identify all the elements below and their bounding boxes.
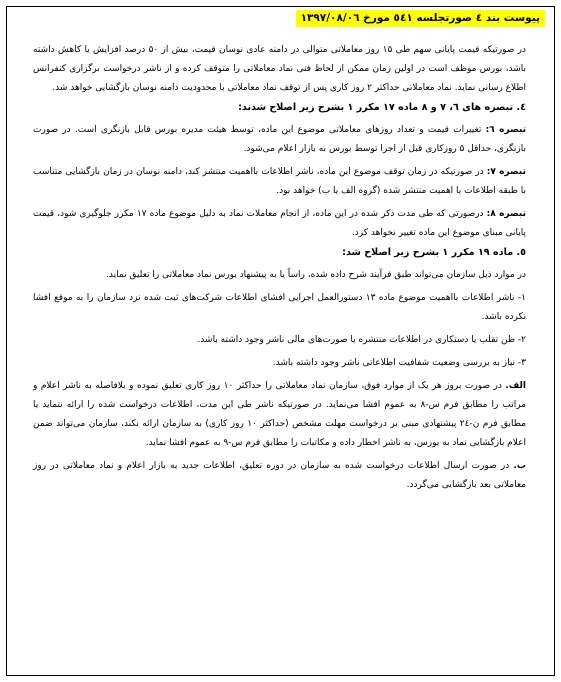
- attachment-header-tag: پیوست بند ٤ صورتجلسه ٥٤١ مورخ ١٣٩٧/٠٨/٠٦: [296, 10, 545, 27]
- note-7-text: در صورتیکه در زمان توقف موضوع این ماده، ناشر اطلاعات بااهمیت منتشر کند، دامنه نوسان در زمان بازگشایی متناسب با طبقه اطلاعات با اهمیت منتشر شده (گروه الف یا ب) خواهد بود.: [33, 167, 526, 196]
- clause-be-label: ب.: [513, 461, 526, 471]
- clause-be-text: در صورت ارسال اطلاعات درخواست شده به سازمان در دوره تعلیق، اطلاعات جدید به بازار اعلام و نماد معاملاتی در روز معاملاتی بعد بازگشایی می‌گردد.: [33, 461, 526, 490]
- note-6-paragraph: [33, 121, 526, 159]
- section-5-heading: ٥. ماده ١٩ مکرر ١ بشرح زیر اصلاح شد:: [342, 247, 526, 258]
- clause-alef-label: الف.: [505, 381, 526, 391]
- note-7-label: تبصره ٧:: [486, 167, 526, 177]
- document-body: [33, 41, 526, 495]
- note-6-text: تغییرات قیمت و تعداد روزهای معاملاتی موضوع این ماده، توسط هیئت مدیره بورس قابل بازنگری است. در صورت بازنگری، حداقل ۵ روزکاری قبل از اجرا توسط بورس به بازار اعلام می‌شود.: [33, 125, 526, 154]
- clause-alef-paragraph: [33, 377, 526, 453]
- cases-paragraph: در موارد ذیل سازمان می‌تواند طبق فرآیند شرح داده شده، راساً یا به پیشنهاد بورس نماد معاملاتی را تعلیق نماید.: [106, 270, 526, 280]
- case-item-3: ۳- نیاز به بررسی وضعیت شفافیت اطلاعاتی ناشر وجود داشته باشد.: [272, 358, 526, 368]
- note-8-paragraph: [33, 205, 526, 243]
- note-6-label: تبصره ٦:: [485, 125, 526, 135]
- case-item-2: ۲- ظن تقلب یا دستکاری در اطلاعات منتشره یا صورت‌های مالی ناشر وجود داشته باشد.: [197, 335, 526, 345]
- note-8-label: تبصره ٨:: [486, 209, 526, 219]
- note-8-text: درصورتی که طی مدت ذکر شده در این ماده، از انجام معاملات نماد به دلیل موضوع ماده ١٧ مکرر جلوگیری شود، قیمت پایانی مبنای موضوع این ماده تغییر نخواهد کرد.: [33, 209, 526, 238]
- case-item-1: ۱- ناشر اطلاعات بااهمیت موضوع ماده ۱۳ دستورالعمل اجرایی افشای اطلاعات شرکت‌های ثبت شده نزد سازمان را به موقع افشا نکرده باشد.: [33, 293, 527, 322]
- clause-be-paragraph: [33, 457, 526, 495]
- section-4-heading: ٤. تبصره های ٦، ٧ و ٨ ماده ١٧ مکرر ١ بشرح زیر اصلاح شدند:: [238, 102, 526, 113]
- clause-alef-text: در صورت بروز هر یک از موارد فوق، سازمان نماد معاملاتی را حداکثر ١٠ روز کاری تعلیق نموده و بلافاصله به ناشر اعلام و مراتب را مطابق فرم س-٨ به عموم افشا می‌نماید. در صورتیکه ناشر طی این مدت، اطلاعات درخواست شده را ارائه ننماید یا مطابق فرم ن-٢٤ پیشنهادی مبنی بر درخواست مهلت مشخص (حداکثر ١٠ روز کاری) به سازمان ارائه نکند، سازمان می‌تواند ضمن اعلام بازگشایی نماد به بورس، به ناشر اخطار داده و مکاتبات را مطابق فرم س-٩ به عموم افشا نماید.: [33, 381, 526, 448]
- note-7-paragraph: [33, 163, 526, 201]
- intro-paragraph: در صورتیکه قیمت پایانی سهم طی ۱۵ روز معاملاتی متوالی در دامنه عادی نوسان قیمت، بیش از ۵۰ درصد افزایش یا کاهش داشته باشد، بورس موظف است در اولین زمان ممکن از لحاظ فنی نماد معاملاتی را متوقف کرده و از ناشر درخواست برگزاری کنفرانس اطلاع رسانی نماید. نماد معاملاتی حداکثر ۲ روز کاری پس از توقف نماد معاملاتی با محدودیت دامنه نوسان بازگشایی خواهد شد.: [33, 45, 527, 93]
- document-page: [6, 6, 555, 676]
